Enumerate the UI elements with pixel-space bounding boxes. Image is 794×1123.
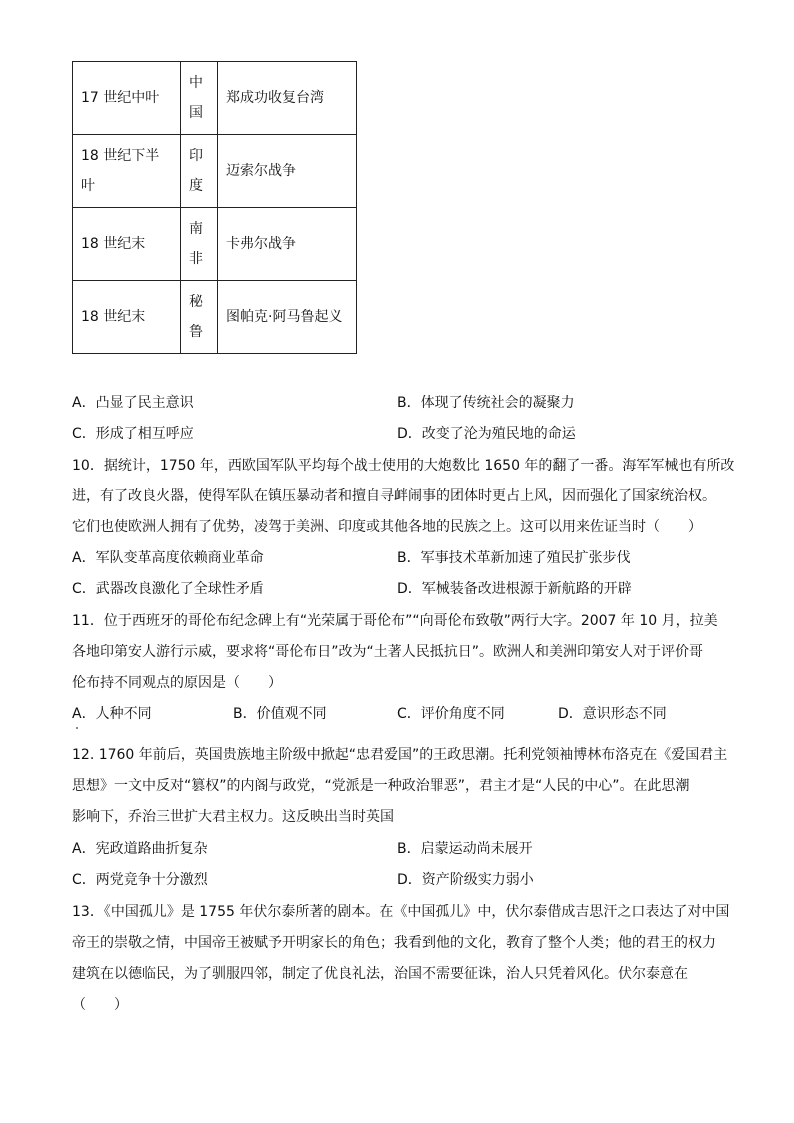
cell-time: 17 世纪中叶 bbox=[73, 62, 181, 135]
q11-option-b[interactable]: B．价值观不同 bbox=[233, 706, 327, 722]
cell-time: 18 世纪末 bbox=[73, 208, 181, 281]
q13-stem-line-2: 帝王的崇敬之情，中国帝王被赋予开明家长的角色；我看到他的文化，教育了整个人类；他的君王的权力 bbox=[72, 935, 716, 951]
q12-stem-line-3: 影响下，乔治三世扩大君主权力。这反映出当时英国 bbox=[72, 809, 394, 825]
q10-option-a[interactable]: A．军队变革高度依赖商业革命 bbox=[72, 550, 264, 566]
q10-option-d[interactable]: D．军械装备改进根源于新航路的开辟 bbox=[397, 581, 632, 597]
cell-event: 迈索尔战争 bbox=[218, 135, 357, 208]
q11-option-c[interactable]: C．评价角度不同 bbox=[397, 706, 505, 722]
q12-option-c[interactable]: C．两党竞争十分激烈 bbox=[72, 872, 208, 888]
q13-stem-line-3: 建筑在以德临民，为了驯服四邻，制定了优良礼法，治国不需要征诛，治人只凭着风化。伏尔泰意在 bbox=[72, 966, 688, 982]
q13-stem-line-4: （ ） bbox=[72, 997, 128, 1013]
q12-option-d[interactable]: D．资产阶级实力弱小 bbox=[397, 872, 534, 888]
scan-dot bbox=[76, 727, 78, 729]
cell-event: 图帕克·阿马鲁起义 bbox=[218, 281, 357, 354]
cell-place: 秘鲁 bbox=[181, 281, 218, 354]
q10-stem-line-1: 10．据统计，1750 年，西欧国军队平均每个战士使用的大炮数比 1650 年的翻了一番。海军军械也有所改 bbox=[72, 458, 735, 474]
q11-stem-line-2: 各地印第安人游行示威，要求将“哥伦布日”改为“土著人民抵抗日”。欧洲人和美洲印第安人对于评价哥 bbox=[72, 644, 704, 660]
q9-option-d[interactable]: D．改变了沦为殖民地的命运 bbox=[397, 426, 576, 442]
q10-option-c[interactable]: C．武器改良激化了全球性矛盾 bbox=[72, 581, 264, 597]
q11-option-a[interactable]: A．人种不同 bbox=[72, 706, 152, 722]
cell-event: 卡弗尔战争 bbox=[218, 208, 357, 281]
q9-option-b[interactable]: B．体现了传统社会的凝聚力 bbox=[397, 395, 575, 411]
q10-stem-line-2: 进，有了改良火器，使得军队在镇压暴动者和擅自寻衅闹事的团体时更占上风，因而强化了国家统治权。 bbox=[72, 488, 716, 504]
table-row bbox=[73, 281, 357, 354]
table-row bbox=[73, 208, 357, 281]
table-row bbox=[73, 135, 357, 208]
q12-stem-line-2: 思想》一文中反对“篡权”的内阁与政党，“党派是一种政治罪恶”，君主才是“人民的中心”。在此思潮 bbox=[72, 778, 690, 794]
events-table bbox=[72, 61, 357, 354]
q13-stem-line-1: 13．《中国孤儿》是 1755 年伏尔泰所著的剧本。在《中国孤儿》中，伏尔泰借成吉思汗之口表达了对中国 bbox=[72, 904, 730, 920]
q11-option-d[interactable]: D．意识形态不同 bbox=[558, 706, 667, 722]
q12-option-a[interactable]: A．宪政道路曲折复杂 bbox=[72, 841, 208, 857]
q11-stem-line-3: 伦布持不同观点的原因是（ ） bbox=[72, 675, 282, 691]
q9-option-c[interactable]: C．形成了相互呼应 bbox=[72, 426, 194, 442]
q10-option-b[interactable]: B．军事技术革新加速了殖民扩张步伐 bbox=[397, 550, 631, 566]
cell-event: 郑成功收复台湾 bbox=[218, 62, 357, 135]
q9-option-a[interactable]: A．凸显了民主意识 bbox=[72, 395, 194, 411]
q12-option-b[interactable]: B．启蒙运动尚未展开 bbox=[397, 841, 533, 857]
cell-time: 18 世纪末 bbox=[73, 281, 181, 354]
cell-time: 18 世纪下半叶 bbox=[73, 135, 181, 208]
table-row bbox=[73, 62, 357, 135]
cell-place: 南非 bbox=[181, 208, 218, 281]
cell-place: 中国 bbox=[181, 62, 218, 135]
cell-place: 印度 bbox=[181, 135, 218, 208]
q11-stem-line-1: 11．位于西班牙的哥伦布纪念碑上有“光荣属于哥伦布”“向哥伦布致敬”两行大字。2007 年 10 月，拉美 bbox=[72, 613, 718, 629]
q12-stem-line-1: 12. 1760 年前后，英国贵族地主阶级中掀起“忠君爱国”的王政思潮。托利党领袖博林布洛克在《爱国君主 bbox=[72, 747, 728, 763]
q10-stem-line-3: 它们也使欧洲人拥有了优势，凌驾于美洲、印度或其他各地的民族之上。这可以用来佐证当时（ ） bbox=[72, 519, 702, 535]
